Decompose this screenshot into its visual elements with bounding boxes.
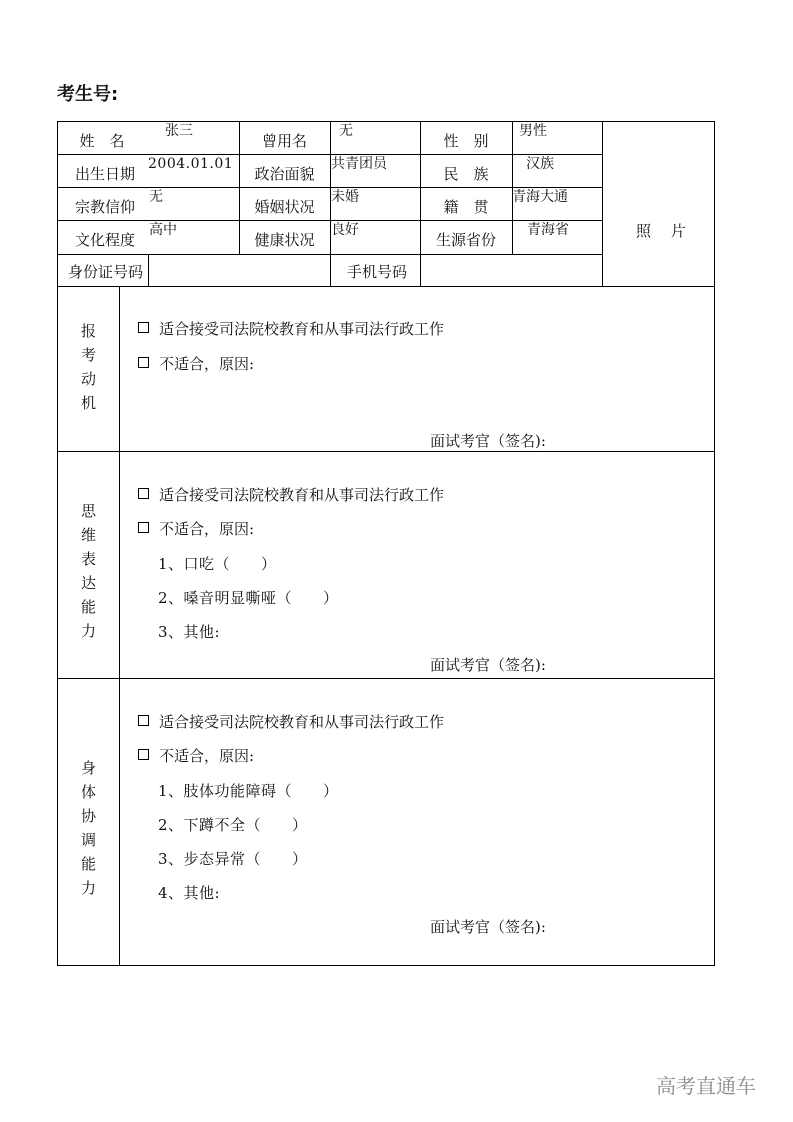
birth-value: 2004.01.01 <box>148 156 234 172</box>
photo-placeholder: 照片 <box>636 222 707 240</box>
section-physical <box>57 678 715 966</box>
reason-item[interactable]: 2、嗓音明显嘶哑（ ） <box>158 589 339 607</box>
checkbox[interactable] <box>138 322 149 333</box>
religion-label: 宗教信仰 <box>75 198 136 216</box>
reason-item[interactable]: 3、步态异常（ ） <box>158 850 308 868</box>
watermark: 高考直通车 <box>656 1074 756 1098</box>
gender-label: 性 别 <box>443 132 489 150</box>
birth-label: 出生日期 <box>75 165 136 183</box>
reason-item[interactable]: 1、口吃（ ） <box>158 555 277 573</box>
section-title-thinking: 思 维 表 达 能 力 <box>80 502 96 640</box>
option-suitable[interactable]: 适合接受司法院校教育和从事司法行政工作 <box>138 711 444 732</box>
option-unsuitable[interactable]: 不适合，原因: <box>138 518 254 539</box>
marital-label: 婚姻状况 <box>254 198 315 216</box>
section-title-physical: 身 体 协 调 能 力 <box>80 759 96 897</box>
native-value: 青海大通 <box>512 189 568 205</box>
option-suitable[interactable]: 适合接受司法院校教育和从事司法行政工作 <box>138 484 444 505</box>
examiner-signature: 面试考官（签名): <box>430 656 546 674</box>
former-name-value: 无 <box>339 123 353 139</box>
col-divider <box>148 254 149 287</box>
political-value: 共青团员 <box>331 156 387 172</box>
section-motivation <box>57 287 715 452</box>
checkbox[interactable] <box>138 522 149 533</box>
reason-item[interactable]: 2、下蹲不全（ ） <box>158 816 308 834</box>
political-label: 政治面貌 <box>254 165 315 183</box>
name-value: 张三 <box>165 123 193 139</box>
section-divider <box>119 679 120 965</box>
option-suitable[interactable]: 适合接受司法院校教育和从事司法行政工作 <box>138 318 444 339</box>
ethnicity-value: 汉族 <box>526 156 554 172</box>
marital-value: 未婚 <box>331 189 359 205</box>
reason-item[interactable]: 3、其他: <box>158 623 221 641</box>
option-unsuitable[interactable]: 不适合，原因: <box>138 353 254 374</box>
checkbox[interactable] <box>138 715 149 726</box>
name-label: 姓 名 <box>79 132 125 150</box>
former-name-label: 曾用名 <box>261 132 307 150</box>
section-title-motivation: 报 考 动 机 <box>80 322 96 412</box>
section-divider <box>119 452 120 678</box>
checkbox[interactable] <box>138 357 149 368</box>
ethnicity-label: 民 族 <box>443 165 489 183</box>
reason-item[interactable]: 4、其他: <box>158 884 221 902</box>
phone-label: 手机号码 <box>347 263 408 281</box>
checkbox[interactable] <box>138 749 149 760</box>
health-label: 健康状况 <box>254 231 315 249</box>
health-value: 良好 <box>331 222 359 238</box>
reason-item[interactable]: 1、肢体功能障碍（ ） <box>158 782 339 800</box>
col-divider <box>602 122 603 287</box>
exam-number-label: 考生号: <box>57 84 119 105</box>
gender-value: 男性 <box>519 123 547 139</box>
checkbox[interactable] <box>138 488 149 499</box>
origin-label: 生源省份 <box>435 231 496 249</box>
examiner-signature: 面试考官（签名): <box>430 918 546 936</box>
id-number-label: 身份证号码 <box>68 263 144 281</box>
native-label: 籍 贯 <box>443 198 489 216</box>
origin-value: 青海省 <box>527 222 569 238</box>
section-divider <box>119 287 120 451</box>
option-unsuitable[interactable]: 不适合，原因: <box>138 745 254 766</box>
section-thinking <box>57 451 715 679</box>
education-label: 文化程度 <box>75 231 136 249</box>
examiner-signature: 面试考官（签名): <box>430 432 546 450</box>
education-value: 高中 <box>149 222 177 238</box>
col-divider <box>512 122 513 254</box>
religion-value: 无 <box>149 189 163 205</box>
